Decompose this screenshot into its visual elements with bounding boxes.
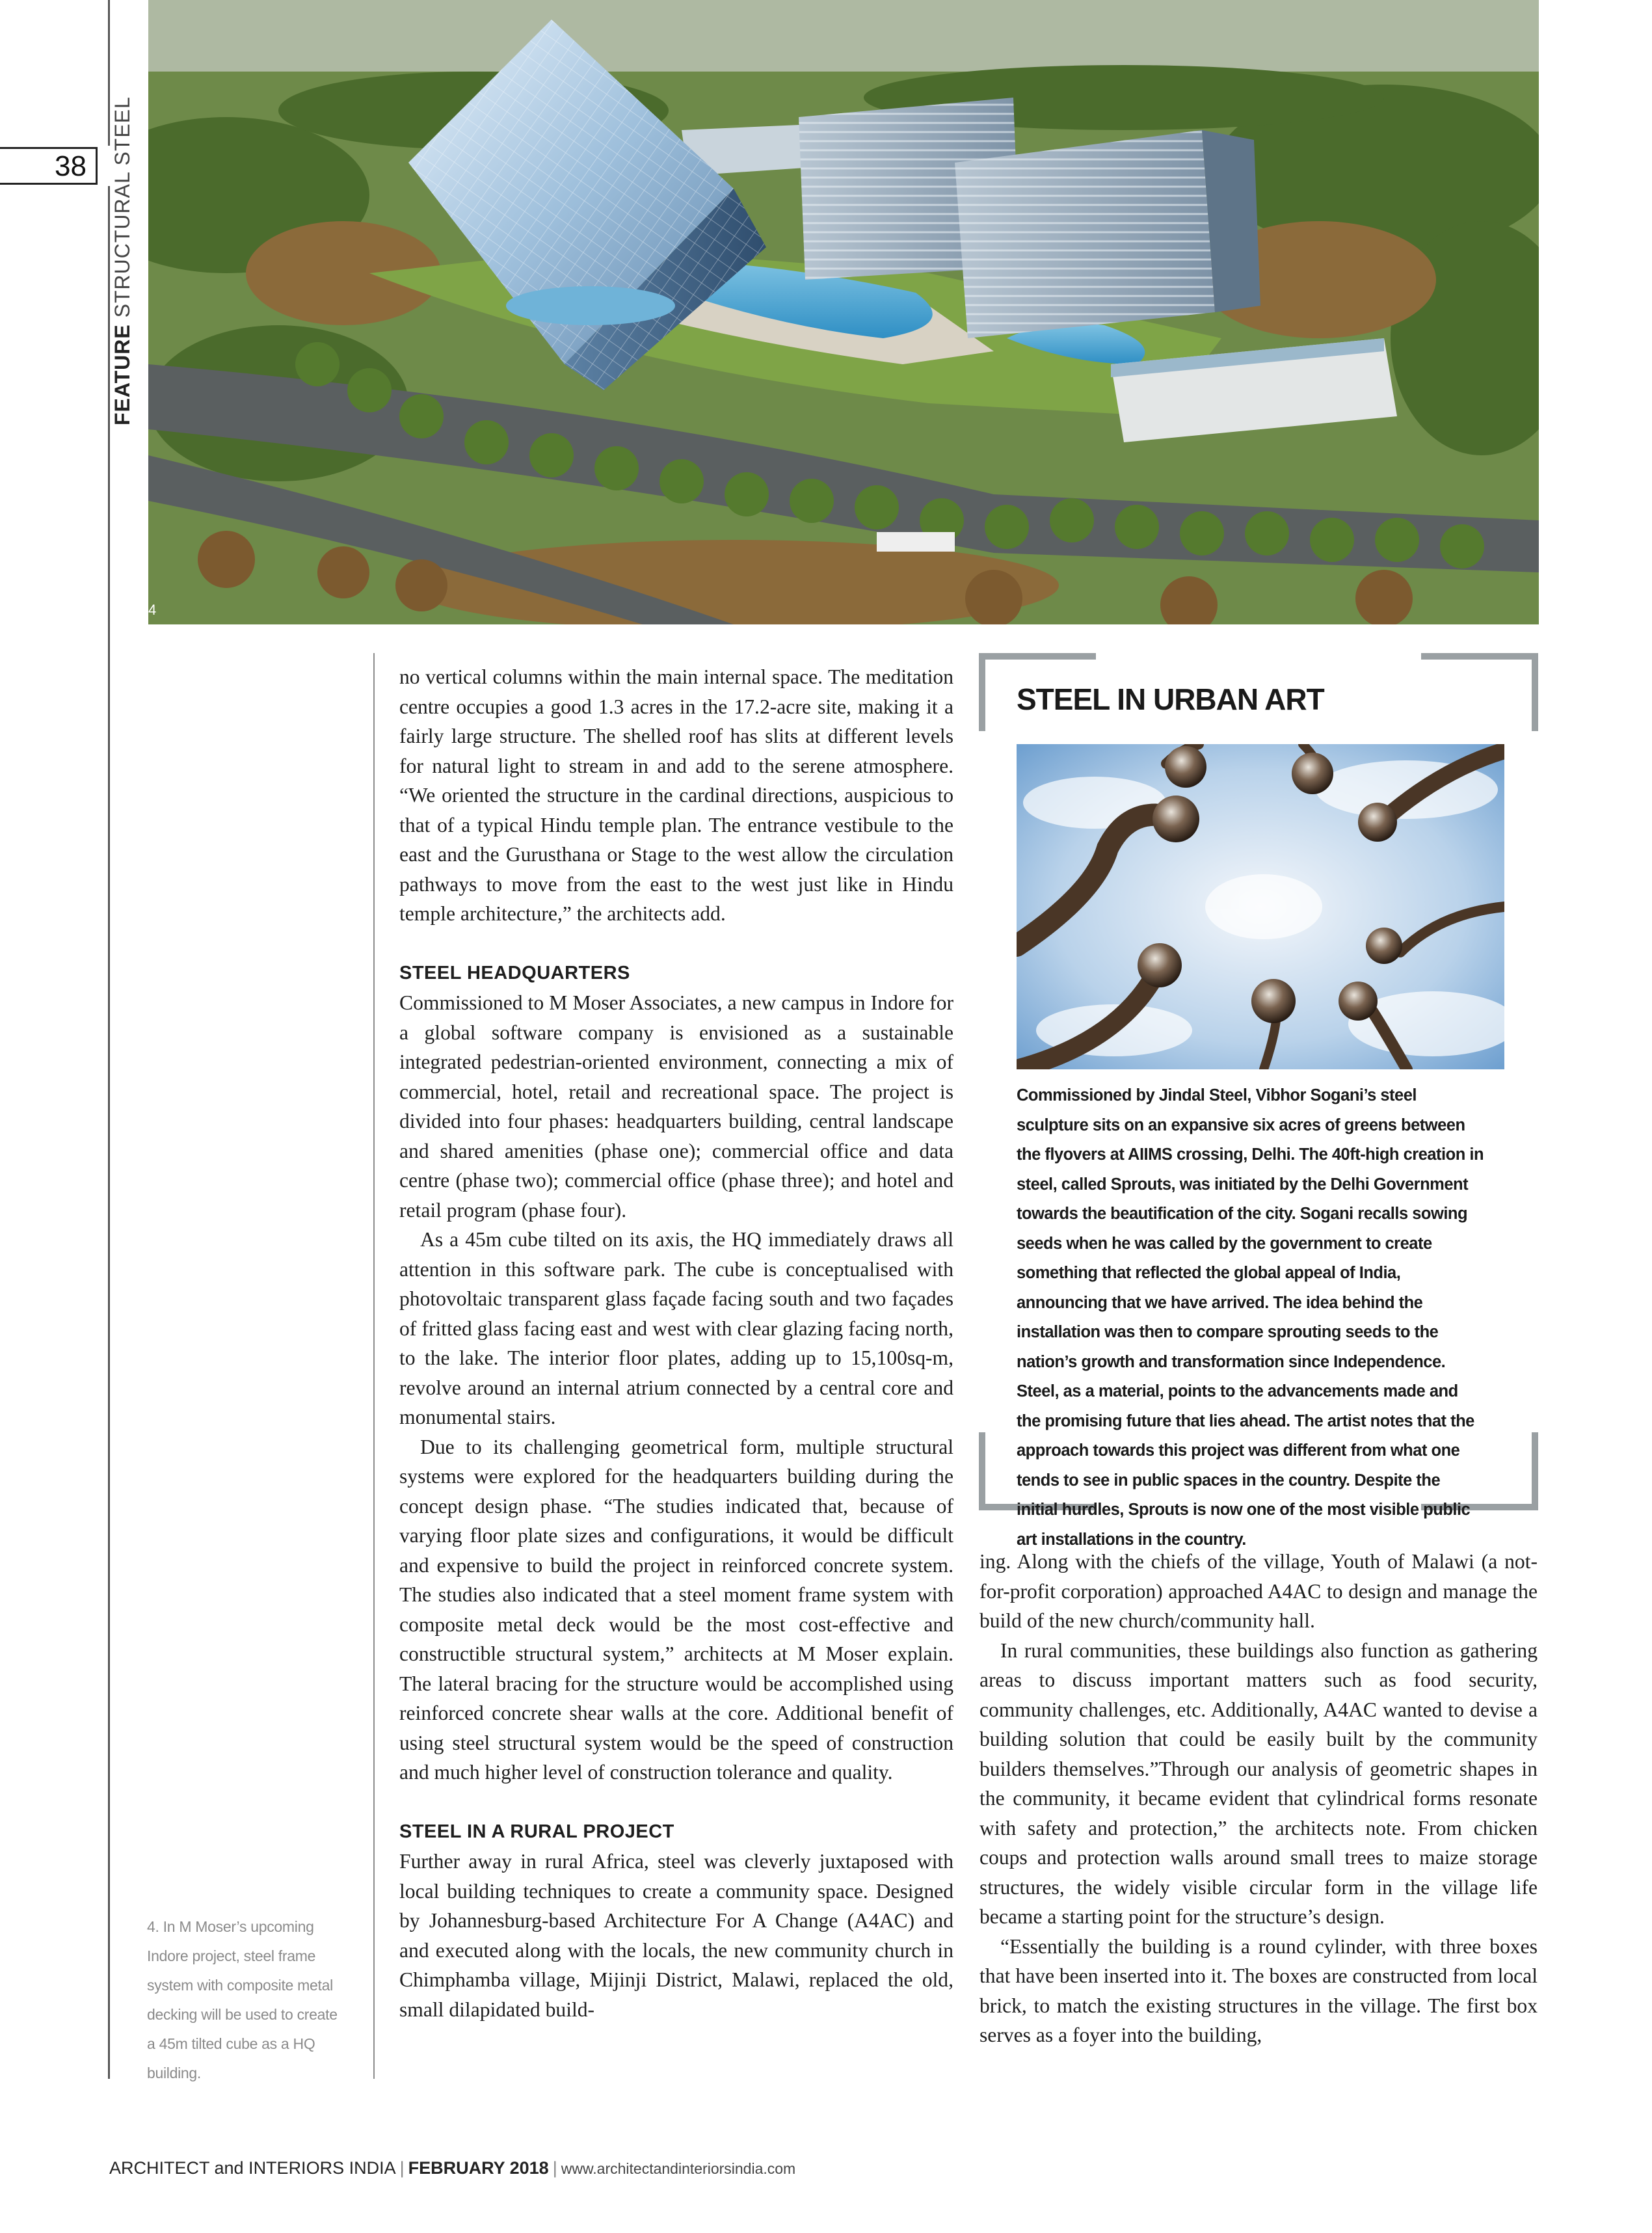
paragraph-right-2: In rural communities, these buildings also function as gathering areas to discuss important matters such as food security, community challenges, etc. Additionally, A4AC wanted to devise a building solution that could be easily built by the community builders themselves.”Through our analysis of geometric shapes in the community, it became evident that cylindrical forms resonate with safety and protection,” the architects note. From chicken coups and protection walls around small trees to maize storage structures, the widely visible circular form in the village life became a starting point for the structure’s design. xyxy=(979,1638,1538,1928)
paragraph-right-3: “Essentially the building is a round cylinder, with three boxes that have been inserted into it. The boxes are constructed from local brick, to match the existing structures in the village. The first box serves as a foyer into the building, xyxy=(979,1934,1538,2046)
heading-steel-rural-project: STEEL IN A RURAL PROJECT xyxy=(399,1821,674,1842)
page-number-box xyxy=(0,147,98,185)
section-label xyxy=(107,96,138,425)
margin-rule-top xyxy=(108,0,110,146)
section-label-rest: STRUCTURAL STEEL xyxy=(111,96,134,318)
article-column-right xyxy=(979,1547,1538,2050)
image-caption-4: 4. In M Moser’s upcoming Indore project, steel frame system with composite metal decking will be used to create a 45m tilted cube as a HQ building. xyxy=(147,1918,338,2081)
bracket-bottom-left-v xyxy=(979,1432,985,1510)
paragraph-rural-1: Further away in rural Africa, steel was cleverly juxtaposed with local building techniques to create a community space. Designed by Johannesburg-based Architecture For A Change (A4AC) and and executed along with the locals, the new community church in Chimphamba village, Mijinji District, Malawi, replaced the old, small dilapidated build- xyxy=(399,1850,953,2021)
paragraph-hq-2: As a 45m cube tilted on its axis, the HQ immediately draws all attention in this software park. The cube is conceptualised with photovoltaic transparent glass façade facing south and two façades of fritted glass facing east and west with clear glazing facing north, to the lake. The interior floor plates, adding up to 15,100sq-m, revolve around an internal atrium connected by a central core and monumental stairs. xyxy=(399,1228,953,1428)
page-number: 38 xyxy=(55,150,87,182)
paragraph-hq-3: Due to its challenging geometrical form, multiple structural systems were explored for the headquarters building during the concept design phase. “The studies indicated that, because of varying floor plate sizes and configurations, it would be difficult and expensive to build the project in reinforced concrete system. The studies also indicated that a steel moment frame system with composite metal deck would be the most cost-effective and constructible structural system,” architects at M Moser explain. The lateral bracing for the structure would be accomplished using reinforced concrete shear walls at the core. Additional benefit of using steel structural system would be the speed of construction and much higher level of construction tolerance and quality. xyxy=(399,1435,953,1784)
bracket-top-right-v xyxy=(1532,653,1538,731)
margin-rule xyxy=(108,186,110,2079)
bracket-top-right-h xyxy=(1421,653,1538,660)
page-footer: ARCHITECT and INTERIORS INDIA | FEBRUARY 2018 | www.architectandinteriorsindia.com xyxy=(109,2158,796,2178)
sidebar-urban-art xyxy=(979,653,1538,1549)
paragraph-intro: no vertical columns within the main internal space. The meditation centre occupies a good 1.3 acres in the 17.2-acre site, making it a fairly large structure. The shelled roof has slits at different levels for natural light to stream in and add to the serene atmosphere. “We oriented the structure in the cardinal directions, auspicious to that of a typical Hindu temple plan. The entrance vestibule to the east and the Gurusthana or Stage to the west allow the circulation pathways to move from the east to the west just like in Hindu temple architecture,” the architects add. xyxy=(399,665,953,925)
bracket-top-left-v xyxy=(979,653,985,731)
footer-issue: FEBRUARY 2018 xyxy=(408,2158,549,2178)
sculpture-photo xyxy=(1017,744,1504,1069)
heading-steel-headquarters: STEEL HEADQUARTERS xyxy=(399,962,630,983)
paragraph-right-1: ing. Along with the chiefs of the village, Youth of Malawi (a not-for-profit corporation) approached A4AC to design and manage the build of the new church/community hall. xyxy=(979,1550,1538,1632)
article-column-left xyxy=(399,662,953,2024)
footer-magazine-name: ARCHITECT and INTERIORS INDIA xyxy=(109,2158,396,2178)
sidebar-caption: Commissioned by Jindal Steel, Vibhor Sogani’s steel sculpture sits on an expansive six acres of greens between the flyovers at AIIMS crossing, Delhi. The 40ft-high creation in steel, called Sprouts, was initiated by the Delhi Government towards the beautification of the city. Sogani recalls sowing seeds when he was called by the government to create something that reflected the global appeal of India, announcing that we have arrived. The idea behind the installation was then to compare sprouting seeds to the nation’s growth and transformation since Independence. Steel, as a material, points to the advancements made and the promising future that lies ahead. The artist notes that the approach towards this project was different from what one tends to see in public spaces in the country. Despite the initial hurdles, Sprouts is now one of the most visible public art installations in the country. xyxy=(1017,1086,1484,1549)
hero-image xyxy=(148,0,1539,624)
bracket-top-left-h xyxy=(979,653,1096,660)
column-rule-left xyxy=(373,653,375,2079)
section-label-bold: FEATURE xyxy=(111,324,134,425)
bracket-bottom-right-v xyxy=(1532,1432,1538,1510)
hero-image-number: 4 xyxy=(148,602,157,618)
footer-url: www.architectandinteriorsindia.com xyxy=(561,2160,796,2177)
sidebar-title: STEEL IN URBAN ART xyxy=(1017,682,1324,716)
paragraph-hq-1: Commissioned to M Moser Associates, a new campus in Indore for a global software company is envisioned as a sustainable integrated pedestrian-oriented environment, connecting a mix of commercial, hotel, retail and recreational space. The project is divided into four phases: headquarters building, central landscape and shared amenities (phase one); commercial office and data centre (phase two); commercial office (phase three); and hotel and retail program (phase four). xyxy=(399,991,953,1222)
